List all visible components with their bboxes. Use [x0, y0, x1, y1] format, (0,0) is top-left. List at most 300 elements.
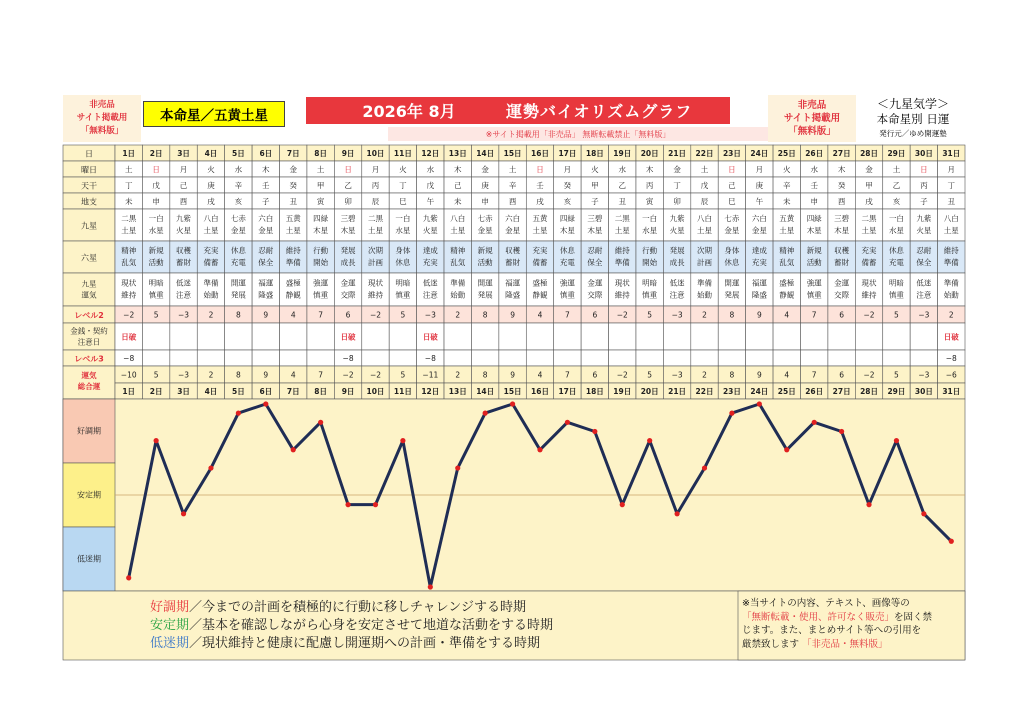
cell-text: 甲 — [591, 181, 599, 190]
cell-text: 維持 — [367, 290, 383, 300]
cell-text: 6日 — [259, 149, 273, 158]
data-point — [345, 502, 350, 507]
cell-text: 2日 — [149, 149, 163, 158]
cell-text: 金運 — [587, 278, 603, 288]
cell-text: 土星 — [203, 226, 219, 235]
cell-text: 己 — [728, 181, 736, 190]
cell-text: 10日 — [366, 387, 385, 396]
cell-text: 低迷 — [422, 278, 438, 288]
cell-text: 水 — [810, 165, 818, 174]
cell-text: 日破 — [943, 332, 959, 342]
data-point — [565, 420, 570, 425]
cell — [581, 350, 608, 366]
notice-line: じます。また、まとめサイト等への引用を — [742, 625, 922, 636]
cell-text: 五黄 — [285, 214, 301, 223]
cell-text: 慎重 — [888, 290, 904, 300]
cell-text: 休息 — [395, 258, 411, 267]
cell-text: 10日 — [366, 149, 385, 158]
cell-text: 収穫 — [176, 246, 192, 255]
cell-text: 5 — [647, 310, 653, 320]
cell-text: 23日 — [722, 149, 741, 158]
cell-text: 9 — [756, 310, 762, 320]
cell-text: 4日 — [204, 387, 218, 396]
notice-line — [742, 611, 962, 625]
row-label: 金銭・契約 — [70, 326, 108, 336]
cell-text: 15日 — [503, 387, 522, 396]
cell-text: 31日 — [942, 387, 961, 396]
cell-text: −10 — [120, 370, 137, 380]
cell-text: 福運 — [505, 278, 521, 288]
cell-text: 九紫 — [916, 214, 932, 223]
cell-text: 未 — [453, 197, 462, 206]
cell-text: 子 — [920, 197, 928, 206]
cell-text: 月 — [563, 165, 572, 174]
cell-text: 8日 — [314, 387, 328, 396]
cell-text: 日破 — [121, 332, 137, 342]
cell — [828, 350, 855, 366]
cell-text: 七赤 — [230, 214, 246, 223]
cell-text: 丑 — [947, 197, 956, 206]
cell-text: 忍耐 — [258, 246, 274, 255]
cell — [718, 350, 745, 366]
cell-text: 充電 — [230, 258, 246, 267]
cell-text: 慎重 — [313, 290, 329, 300]
cell-text: 金星 — [751, 226, 767, 235]
cell-text: 戌 — [207, 197, 215, 206]
cell-text: 精神 — [779, 246, 795, 255]
cell-text: 5日 — [232, 387, 245, 396]
cell-text: 25日 — [777, 387, 796, 396]
title-year-month: 2026年 8月 — [362, 102, 456, 121]
legend-term: 低迷期 — [150, 636, 190, 651]
cell-text: 明暗 — [395, 278, 411, 288]
cell-text: 辛 — [508, 181, 517, 190]
cell-text: 維持 — [121, 290, 137, 300]
data-point — [318, 420, 323, 425]
cell-text: 8 — [235, 370, 241, 380]
cell-text: 16日 — [531, 387, 549, 396]
cell-text: 27日 — [832, 387, 851, 396]
cell-text: 30日 — [914, 387, 933, 396]
cell — [554, 350, 581, 366]
row-label-cell — [63, 273, 115, 306]
cell-text: 盛極 — [285, 278, 301, 288]
cell — [910, 323, 937, 350]
data-point — [866, 502, 871, 507]
cell-text: 4 — [784, 370, 790, 380]
cell-text: 水星 — [642, 226, 658, 235]
cell-text: 火星 — [176, 226, 192, 235]
brand-subtitle: 本命星別 日運 — [876, 112, 950, 126]
cell-text: 寅 — [645, 197, 654, 206]
cell-text: 乱気 — [450, 258, 466, 267]
legend-item-good — [150, 599, 553, 617]
cell-text: 隆盛 — [751, 290, 767, 300]
cell-text: 6日 — [259, 387, 273, 396]
cell-text: 18日 — [585, 387, 604, 396]
cell-text: 未 — [124, 197, 133, 206]
cell-text: 土 — [508, 165, 517, 174]
cell-text: 木 — [453, 165, 462, 174]
cell-text: 5 — [894, 310, 899, 320]
cell-text: 明暗 — [888, 278, 904, 288]
cell-text: 忍耐 — [916, 246, 932, 255]
cell-text: 27日 — [832, 149, 851, 158]
cell-text: 現状 — [861, 278, 877, 288]
cell-text: 水星 — [888, 226, 904, 235]
cell — [197, 350, 224, 366]
cell-text: 慎重 — [642, 290, 658, 300]
cell — [609, 350, 636, 366]
cell-text: 子 — [591, 197, 599, 206]
cell-text: 壬 — [262, 181, 270, 190]
cell-text: 乙 — [344, 181, 352, 190]
cell-text: 注意 — [669, 290, 685, 300]
cell-text: 辰 — [700, 197, 709, 206]
cell-text: 乙 — [892, 181, 901, 190]
cell-text: 木星 — [559, 226, 575, 235]
cell-text: 19日 — [613, 387, 632, 396]
not-for-sale-line: 「無料版」 — [788, 126, 836, 137]
cell-text: 九紫 — [176, 214, 192, 223]
cell-text: −8 — [342, 354, 354, 363]
cell-text: 強運 — [559, 278, 575, 288]
cell-text: 低迷 — [176, 278, 192, 288]
cell-text: 二黒 — [861, 214, 877, 223]
cell-text: 行動 — [642, 246, 658, 255]
cell-text: 充実 — [532, 246, 548, 255]
row-label: 九星 — [81, 279, 97, 289]
cell-text: 木星 — [587, 226, 603, 235]
cell — [389, 323, 416, 350]
cell-text: 身体 — [395, 246, 411, 255]
cell-text: 3日 — [177, 149, 190, 158]
cell — [170, 350, 197, 366]
cell-text: 7日 — [286, 149, 300, 158]
cell-text: 4 — [290, 370, 296, 380]
data-point — [729, 411, 734, 416]
data-point — [455, 465, 460, 470]
cell-text: 庚 — [755, 181, 764, 190]
cell-text: 三碧 — [834, 214, 850, 223]
cell-text: −6 — [945, 370, 957, 380]
cell-text: 収穫 — [505, 246, 521, 255]
cell-text: 一白 — [888, 214, 904, 223]
cell — [307, 323, 334, 350]
cell-text: 17日 — [558, 149, 577, 158]
publisher: 発行元／ゆめ開運塾 — [879, 129, 947, 138]
cell-text: 準備 — [203, 278, 219, 288]
honmei-sign-label: 本命星／五黄土星 — [143, 101, 285, 127]
cell-text: 精神 — [450, 246, 466, 255]
cell-text: 巳 — [728, 197, 736, 206]
legend-text: ／基本を確認しながら心身を安定させて地道な活動をする時期 — [189, 618, 554, 633]
cell-text: 金 — [673, 165, 681, 174]
cell — [307, 350, 334, 366]
cell-text: 金 — [289, 165, 297, 174]
cell-text: −3 — [178, 310, 190, 320]
data-point — [236, 411, 241, 416]
cell-text: 22日 — [695, 387, 714, 396]
cell — [691, 350, 718, 366]
cell-text: 土 — [124, 165, 133, 174]
cell-text: 丑 — [289, 197, 297, 206]
cell-text: 充実 — [422, 258, 438, 267]
cell-text: 充実 — [203, 246, 219, 255]
data-point — [428, 584, 433, 589]
cell-text: 木 — [645, 165, 654, 174]
cell-text: 充電 — [559, 258, 575, 267]
notice-red: 「無断転載・使用、許可なく販売」 — [742, 611, 895, 623]
cell-text: 成長 — [669, 258, 685, 267]
cell-text: 8日 — [314, 149, 328, 158]
cell-text: 保全 — [916, 258, 932, 267]
cell-text: 木 — [837, 165, 846, 174]
cell — [636, 323, 663, 350]
cell-text: −2 — [863, 370, 875, 380]
cell — [746, 323, 773, 350]
row-label: 日 — [85, 149, 93, 159]
cell-text: 丁 — [399, 181, 407, 190]
cell-text: 庚 — [481, 181, 489, 190]
cell-text: 亥 — [563, 197, 572, 206]
cell-text: 丁 — [124, 181, 133, 190]
cell-text: 収穫 — [834, 246, 850, 255]
data-point — [181, 511, 186, 516]
cell-text: 7 — [811, 310, 817, 320]
cell-text: 隆盛 — [505, 290, 521, 300]
cell-text: 2 — [948, 310, 954, 320]
cell-text: 低迷 — [916, 278, 932, 288]
cell-text: 午 — [755, 197, 764, 206]
cell — [663, 323, 690, 350]
legend — [150, 599, 553, 653]
cell-text: 月 — [371, 165, 380, 174]
cell-text: −2 — [369, 370, 382, 380]
cell-text: 15日 — [503, 149, 522, 158]
cell-text: 9 — [510, 370, 515, 380]
cell-text: 壬 — [536, 181, 544, 190]
cell-text: 七赤 — [724, 214, 740, 223]
cell-text: 静観 — [779, 290, 795, 300]
cell-text: 八白 — [697, 214, 713, 223]
cell-text: 三碧 — [340, 214, 356, 223]
copy-notice-banner: ※サイト掲載用「非売品」 無断転載禁止「無料版」 — [388, 127, 768, 141]
cell-text: −3 — [671, 370, 683, 380]
cell-text: 九紫 — [422, 214, 438, 223]
notice-line — [742, 638, 962, 652]
cell-text: 5 — [400, 370, 406, 380]
cell-text: 土星 — [779, 226, 795, 235]
cell — [499, 323, 526, 350]
cell-text: 現状 — [121, 278, 137, 288]
data-point — [291, 447, 296, 452]
cell-text: −3 — [178, 370, 190, 380]
cell-text: 隆盛 — [258, 290, 274, 300]
cell-text: 2 — [208, 310, 214, 320]
row-label: 六星 — [81, 253, 97, 263]
cell-text: 忍耐 — [587, 246, 603, 255]
cell-text: 金 — [481, 165, 489, 174]
cell — [526, 350, 553, 366]
row-label: レベル2 — [74, 311, 104, 320]
data-point — [510, 401, 515, 406]
cell-text: 低迷 — [669, 278, 685, 288]
cell-text: 六白 — [258, 214, 274, 223]
cell-text: 八白 — [203, 214, 219, 223]
cell-text: 二黒 — [614, 214, 630, 223]
cell-text: 戊 — [426, 181, 435, 190]
cell-text: 日 — [920, 165, 928, 174]
cell-text: 癸 — [837, 181, 846, 190]
row-label: 地支 — [81, 197, 97, 207]
cell-text: 22日 — [695, 149, 714, 158]
cell-text: 5日 — [232, 149, 245, 158]
cell — [362, 323, 389, 350]
cell-text: 注意 — [916, 290, 932, 300]
cell-text: 2 — [702, 310, 707, 320]
cell-text: 20日 — [640, 149, 659, 158]
cell-text: 活動 — [148, 258, 164, 267]
cell-text: 保全 — [587, 258, 603, 267]
cell-text: 土星 — [532, 226, 548, 235]
cell-text: 火星 — [422, 226, 438, 235]
cell-text: 乙 — [618, 181, 627, 190]
cell-text: 9日 — [341, 387, 355, 396]
cell — [910, 350, 937, 366]
cell — [773, 350, 800, 366]
cell-text: 始動 — [450, 290, 466, 300]
cell-text: 甲 — [316, 181, 325, 190]
cell — [499, 350, 526, 366]
title-main: 運勢バイオリズムグラフ — [506, 102, 693, 121]
cell — [225, 350, 252, 366]
cell-text: 巳 — [399, 197, 407, 206]
cell-text: 19日 — [613, 149, 632, 158]
cell-text: 維持 — [614, 246, 630, 255]
cell — [362, 350, 389, 366]
cell-text: 火 — [591, 165, 599, 174]
cell-text: 25日 — [777, 149, 796, 158]
cell-text: 充実 — [861, 246, 877, 255]
cell-text: −3 — [918, 370, 930, 380]
cell-text: 乱気 — [121, 258, 137, 267]
cell-text: 準備 — [943, 278, 959, 288]
cell-text: 備蓄 — [203, 258, 219, 267]
cell-text: 明暗 — [642, 278, 658, 288]
cell-text: 29日 — [887, 387, 906, 396]
cell-text: 甲 — [865, 181, 873, 190]
cell-text: 準備 — [614, 258, 630, 267]
cell-text: 7 — [811, 370, 817, 380]
cell-text: 四緑 — [313, 214, 329, 223]
cell — [280, 350, 307, 366]
data-point — [949, 539, 954, 544]
data-point — [263, 401, 268, 406]
cell-text: 戌 — [865, 197, 873, 206]
cell — [855, 323, 882, 350]
cell-text: 丙 — [920, 181, 928, 190]
cell-text: 金運 — [834, 278, 850, 288]
data-point — [921, 511, 926, 516]
cell-text: 亥 — [234, 197, 243, 206]
cell-text: 福運 — [751, 278, 767, 288]
cell — [609, 323, 636, 350]
cell-text: 23日 — [722, 387, 741, 396]
cell-text: 九紫 — [669, 214, 685, 223]
cell — [636, 350, 663, 366]
cell-text: 蓄財 — [505, 258, 521, 267]
cell-text: 己 — [179, 181, 188, 190]
cell-text: 酉 — [179, 197, 188, 206]
cell-text: 5 — [647, 370, 653, 380]
cell — [252, 323, 279, 350]
cell — [581, 323, 608, 350]
cell-text: 辛 — [783, 181, 791, 190]
cell-text: 火星 — [669, 226, 685, 235]
cell — [663, 350, 690, 366]
cell-text: 酉 — [508, 197, 517, 206]
cell-text: 土星 — [861, 226, 877, 235]
cell-text: 維持 — [285, 246, 301, 255]
cell-text: 4 — [290, 310, 296, 320]
cell-text: 8 — [729, 310, 735, 320]
cell-text: 維持 — [943, 246, 959, 255]
cell-text: 土星 — [697, 226, 713, 235]
band-label: 好調期 — [77, 426, 101, 436]
cell-text: 慎重 — [148, 290, 164, 300]
cell-text: 四緑 — [559, 214, 575, 223]
row-label: 運気 — [81, 290, 97, 300]
cell-text: 七赤 — [477, 214, 493, 223]
cell-text: 30日 — [914, 149, 933, 158]
cell-text: 戊 — [152, 181, 160, 190]
data-point — [208, 465, 213, 470]
cell-text: −2 — [123, 310, 135, 320]
cell-text: 一白 — [642, 214, 658, 223]
legend-item-stable — [150, 617, 553, 635]
cell-text: −2 — [863, 310, 875, 320]
cell-text: 子 — [262, 197, 270, 206]
cell — [444, 350, 471, 366]
cell-text: 火 — [399, 165, 407, 174]
cell-text: 開運 — [724, 278, 740, 288]
cell-text: −2 — [342, 370, 354, 380]
cell-text: 亥 — [892, 197, 901, 206]
cell-text: 17日 — [558, 387, 577, 396]
cell-text: 金星 — [724, 226, 740, 235]
cell-text: 9日 — [341, 149, 355, 158]
cell-text: 4 — [537, 310, 543, 320]
data-point — [894, 438, 899, 443]
cell-text: 丙 — [371, 181, 380, 190]
cell-text: 休息 — [230, 246, 246, 255]
cell-text: 達成 — [422, 246, 438, 255]
cell-text: 蓄財 — [176, 258, 192, 267]
cell-text: 28日 — [860, 387, 879, 396]
notice-rest: を固く禁 — [894, 611, 933, 623]
cell-text: 12日 — [421, 387, 440, 396]
cell-text: 6 — [592, 310, 598, 320]
cell-text: 活動 — [477, 258, 493, 267]
cell-text: 5 — [894, 370, 899, 380]
cell-text: 卯 — [344, 197, 352, 206]
cell-text: 土星 — [285, 226, 301, 235]
cell — [883, 323, 910, 350]
cell-text: −8 — [424, 354, 436, 363]
data-point — [400, 438, 405, 443]
cell-text: 26日 — [805, 149, 824, 158]
